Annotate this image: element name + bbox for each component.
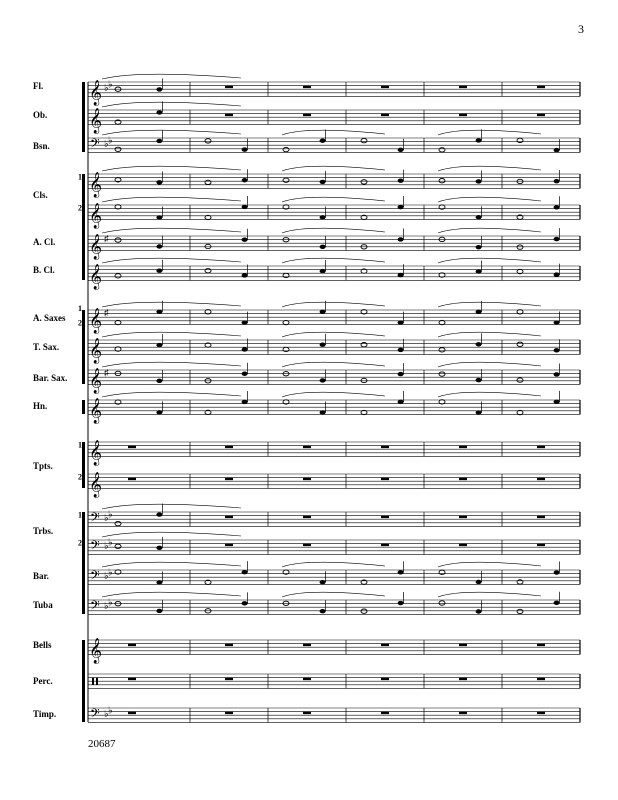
half-note: [115, 238, 121, 242]
quarter-note: [320, 310, 326, 314]
slur: [102, 74, 241, 79]
instrument-label-oboe: Ob.: [33, 110, 48, 120]
half-note: [205, 180, 211, 184]
quarter-note: [320, 410, 326, 414]
quarter-note: [398, 348, 404, 352]
group-bracket: [82, 174, 85, 280]
bass-clef-icon: 𝄢: [90, 135, 100, 154]
flat-icon: ♭: [104, 601, 109, 613]
quarter-note: [156, 379, 162, 383]
whole-rest-icon: [381, 86, 389, 89]
quarter-note: [156, 139, 162, 143]
whole-rest-icon: [303, 86, 311, 89]
quarter-note: [554, 601, 560, 605]
quarter-note: [242, 273, 248, 277]
instrument-labels: [33, 81, 82, 719]
slur: [102, 504, 241, 509]
whole-rest-icon: [381, 712, 389, 715]
half-note: [517, 580, 523, 584]
slur: [438, 392, 541, 397]
whole-rest-icon: [225, 712, 233, 715]
part-number: 1: [78, 440, 82, 450]
treble-clef-icon: 𝄞: [89, 264, 103, 290]
group-bracket: [82, 442, 85, 488]
whole-rest-icon: [225, 86, 233, 89]
quarter-note: [476, 609, 482, 613]
slur: [438, 332, 541, 337]
quarter-note: [242, 570, 248, 574]
quarter-note: [242, 238, 248, 242]
quarter-note: [156, 110, 162, 114]
group-bracket: [82, 512, 85, 614]
quarter-note: [554, 320, 560, 324]
whole-rest-icon: [303, 478, 311, 481]
whole-rest-icon: [303, 678, 311, 681]
whole-rest-icon: [381, 114, 389, 117]
quarter-note: [242, 347, 248, 351]
half-note: [361, 343, 367, 347]
whole-rest-icon: [537, 446, 545, 449]
quarter-note: [554, 205, 560, 209]
slur: [102, 592, 241, 597]
quarter-note: [554, 272, 560, 276]
instrument-label-timpani: Timp.: [33, 709, 57, 719]
instrument-label-bari-sax: Bar. Sax.: [33, 373, 68, 383]
slur: [282, 392, 385, 397]
quarter-note: [320, 580, 326, 584]
half-note: [283, 147, 289, 151]
flat-icon: ♭: [104, 709, 109, 721]
whole-rest-icon: [459, 678, 467, 681]
slur: [102, 392, 241, 397]
slur: [102, 332, 241, 337]
half-note: [517, 378, 523, 382]
quarter-note: [476, 215, 482, 219]
quarter-note: [476, 179, 482, 183]
flat-icon: ♭: [108, 509, 113, 521]
quarter-note: [476, 138, 482, 142]
bass-clef-icon: 𝄢: [90, 567, 100, 586]
slur: [282, 197, 385, 202]
slur: [282, 592, 385, 597]
instrument-label-flute: Fl.: [33, 81, 44, 91]
quarter-note: [554, 237, 560, 241]
treble-clef-icon: 𝄞: [89, 234, 103, 260]
half-note: [361, 180, 367, 184]
flat-icon: ♭: [108, 597, 113, 609]
instrument-label-clarinets: Cls.: [33, 190, 48, 200]
half-note: [115, 147, 121, 151]
quarter-note: [476, 269, 482, 273]
slur: [438, 228, 541, 233]
quarter-note: [398, 400, 404, 404]
treble-clef-icon: 𝄞: [89, 203, 103, 229]
whole-rest-icon: [459, 544, 467, 547]
treble-clef-icon: 𝄞: [89, 368, 103, 394]
whole-rest-icon: [128, 712, 136, 715]
part-number: 2: [78, 472, 82, 482]
quarter-note: [156, 269, 162, 273]
flat-icon: ♭: [108, 705, 113, 717]
half-note: [115, 544, 121, 548]
instrument-label-alto-saxes: A. Saxes: [33, 313, 66, 323]
treble-clef-icon: 𝄞: [89, 398, 103, 424]
treble-clef-icon: 𝄞: [89, 338, 103, 364]
quarter-note: [320, 215, 326, 219]
quarter-note: [156, 244, 162, 248]
treble-clef-icon: 𝄞: [89, 440, 103, 466]
part-number: 1: [78, 304, 82, 313]
group-bracket: [82, 400, 85, 414]
quarter-note: [156, 609, 162, 613]
flat-icon: ♭: [104, 139, 109, 151]
treble-clef-icon: 𝄞: [89, 472, 103, 498]
flat-icon: ♭: [108, 79, 113, 91]
quarter-note: [156, 546, 162, 550]
whole-rest-icon: [537, 712, 545, 715]
flat-icon: ♭: [108, 567, 113, 579]
slur: [438, 362, 541, 367]
catalog-code: 20687: [88, 738, 116, 750]
half-note: [439, 178, 445, 182]
quarter-note: [242, 178, 248, 182]
instrument-label-alto-clarinet: A. Cl.: [33, 237, 56, 247]
whole-rest-icon: [459, 516, 467, 519]
instrument-label-bass-clarinet: B. Cl.: [33, 265, 55, 275]
quarter-note: [242, 147, 248, 151]
whole-rest-icon: [128, 478, 136, 481]
slur: [438, 592, 541, 597]
flat-icon: ♭: [104, 513, 109, 525]
whole-rest-icon: [459, 644, 467, 647]
quarter-note: [398, 601, 404, 605]
whole-rest-icon: [537, 516, 545, 519]
whole-rest-icon: [381, 678, 389, 681]
whole-rest-icon: [303, 712, 311, 715]
whole-rest-icon: [537, 478, 545, 481]
bass-clef-icon: 𝄢: [90, 597, 100, 616]
quarter-note: [156, 580, 162, 584]
quarter-note: [156, 215, 162, 219]
slur: [438, 302, 541, 307]
whole-rest-icon: [537, 114, 545, 117]
quarter-note: [398, 372, 404, 376]
quarter-note: [242, 320, 248, 324]
slur: [102, 228, 241, 233]
group-bracket: [82, 82, 85, 152]
instrument-label-tuba: Tuba: [33, 600, 53, 610]
quarter-note: [156, 410, 162, 414]
quarter-note: [156, 310, 162, 314]
part-number: 2: [78, 203, 82, 213]
whole-rest-icon: [225, 544, 233, 547]
half-note: [361, 138, 367, 142]
flat-icon: ♭: [104, 83, 109, 95]
quarter-note: [398, 178, 404, 182]
quarter-note: [554, 372, 560, 376]
slur: [438, 166, 541, 171]
quarter-note: [156, 343, 162, 347]
whole-rest-icon: [303, 114, 311, 117]
slur: [102, 562, 241, 567]
quarter-note: [476, 410, 482, 414]
percussion-clef-icon: [92, 678, 94, 685]
whole-rest-icon: [225, 114, 233, 117]
quarter-note: [398, 273, 404, 277]
quarter-note: [398, 237, 404, 241]
quarter-note: [320, 269, 326, 273]
slur: [282, 166, 385, 171]
flat-icon: ♭: [108, 537, 113, 549]
whole-rest-icon: [303, 644, 311, 647]
whole-rest-icon: [459, 446, 467, 449]
instrument-label-bells: Bells: [33, 640, 52, 650]
instrument-label-bassoon: Bsn.: [33, 141, 50, 151]
staff-system: [82, 79, 580, 723]
quarter-note: [320, 138, 326, 142]
slur: [102, 166, 241, 171]
slur: [438, 258, 541, 263]
quarter-note: [476, 310, 482, 314]
quarter-note: [476, 245, 482, 249]
group-bracket: [82, 640, 85, 722]
half-note: [439, 372, 445, 376]
instrument-label-trumpets: Tpts.: [33, 461, 53, 471]
slur: [438, 130, 541, 135]
half-note: [517, 342, 523, 346]
whole-rest-icon: [225, 516, 233, 519]
flat-icon: ♭: [108, 135, 113, 147]
bass-clef-icon: 𝄢: [90, 705, 100, 724]
treble-clef-icon: 𝄞: [89, 108, 103, 134]
whole-rest-icon: [128, 446, 136, 449]
slur: [102, 532, 241, 537]
quarter-note: [242, 400, 248, 404]
part-number: 2: [78, 318, 82, 328]
whole-rest-icon: [225, 678, 233, 681]
slur: [102, 258, 241, 263]
half-note: [205, 269, 211, 273]
quarter-note: [398, 320, 404, 324]
whole-rest-icon: [537, 86, 545, 89]
quarter-note: [554, 570, 560, 574]
half-note: [439, 601, 445, 605]
whole-rest-icon: [225, 478, 233, 481]
half-note: [205, 244, 211, 248]
part-number: 1: [78, 172, 82, 182]
half-note: [439, 148, 445, 152]
whole-rest-icon: [381, 478, 389, 481]
slur: [282, 332, 385, 337]
quarter-note: [476, 378, 482, 382]
slur: [282, 362, 385, 367]
slur: [438, 197, 541, 202]
whole-rest-icon: [459, 86, 467, 89]
group-bracket: [82, 310, 85, 384]
instrument-label-horn: Hn.: [33, 401, 48, 411]
whole-rest-icon: [381, 644, 389, 647]
whole-rest-icon: [128, 678, 136, 681]
quarter-note: [320, 245, 326, 249]
instrument-label-tenor-sax: T. Sax.: [33, 342, 60, 352]
whole-rest-icon: [459, 478, 467, 481]
part-number: 1: [78, 510, 82, 520]
whole-rest-icon: [459, 712, 467, 715]
quarter-note: [242, 205, 248, 209]
half-note: [205, 139, 211, 143]
quarter-note: [476, 580, 482, 584]
whole-rest-icon: [459, 114, 467, 117]
whole-rest-icon: [381, 516, 389, 519]
quarter-note: [156, 512, 162, 516]
whole-rest-icon: [381, 544, 389, 547]
half-note: [517, 245, 523, 249]
treble-clef-icon: 𝄞: [89, 308, 103, 334]
whole-rest-icon: [537, 644, 545, 647]
slur: [102, 197, 241, 202]
half-note: [517, 138, 523, 142]
quarter-note: [320, 343, 326, 347]
whole-rest-icon: [303, 544, 311, 547]
quarter-note: [554, 348, 560, 352]
page-number: 3: [578, 22, 584, 36]
quarter-note: [398, 205, 404, 209]
half-note: [115, 274, 121, 278]
slur: [282, 258, 385, 263]
bass-clef-icon: 𝄢: [90, 509, 100, 528]
part-number: 2: [78, 538, 82, 548]
sharp-icon: ♯: [104, 367, 109, 378]
instrument-label-trombones: Trbs.: [33, 526, 54, 536]
whole-rest-icon: [128, 644, 136, 647]
slur: [282, 228, 385, 233]
half-note: [361, 609, 367, 613]
sharp-icon: ♯: [104, 233, 109, 244]
quarter-note: [156, 87, 162, 91]
whole-rest-icon: [303, 516, 311, 519]
half-note: [115, 521, 121, 525]
quarter-note: [242, 372, 248, 376]
instrument-label-baritone: Bar.: [33, 571, 49, 581]
half-note: [283, 178, 289, 182]
half-note: [361, 378, 367, 382]
quarter-note: [320, 180, 326, 184]
note-layer: [102, 74, 560, 714]
sharp-icon: ♯: [104, 307, 109, 318]
flat-icon: ♭: [104, 541, 109, 553]
whole-rest-icon: [225, 644, 233, 647]
half-note: [517, 609, 523, 613]
slur: [102, 102, 241, 107]
percussion-clef-icon: [96, 678, 98, 685]
slur: [102, 302, 241, 307]
slur: [282, 302, 385, 307]
treble-clef-icon: 𝄞: [89, 638, 103, 664]
quarter-note: [242, 601, 248, 605]
half-note: [439, 348, 445, 352]
bass-clef-icon: 𝄢: [90, 537, 100, 556]
whole-rest-icon: [225, 446, 233, 449]
slur: [102, 130, 241, 135]
whole-rest-icon: [303, 446, 311, 449]
instrument-label-percussion: Perc.: [33, 676, 53, 686]
slur: [282, 130, 385, 135]
slur: [438, 562, 541, 567]
quarter-note: [554, 179, 560, 183]
quarter-note: [320, 609, 326, 613]
slur: [102, 362, 241, 367]
treble-clef-icon: 𝄞: [89, 80, 103, 106]
treble-clef-icon: 𝄞: [89, 172, 103, 198]
quarter-note: [320, 378, 326, 382]
quarter-note: [476, 342, 482, 346]
whole-rest-icon: [381, 446, 389, 449]
whole-rest-icon: [537, 544, 545, 547]
quarter-note: [156, 180, 162, 184]
whole-rest-icon: [537, 678, 545, 681]
quarter-note: [554, 400, 560, 404]
quarter-note: [398, 148, 404, 152]
slur: [282, 562, 385, 567]
quarter-note: [398, 570, 404, 574]
flat-icon: ♭: [104, 571, 109, 583]
quarter-note: [554, 148, 560, 152]
